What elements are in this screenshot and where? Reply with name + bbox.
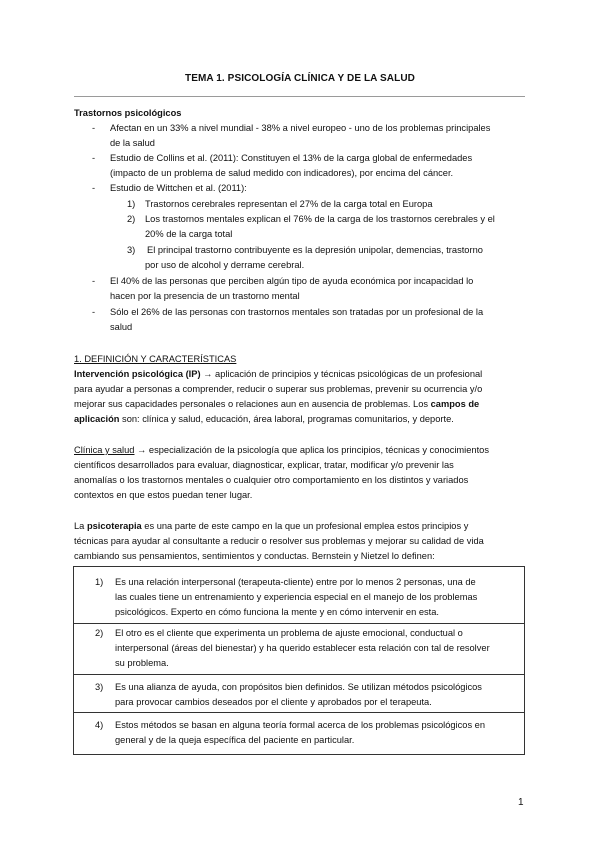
term-psicoterapia: psicoterapia <box>86 521 142 531</box>
definition-text: El otro es el cliente que experimenta un problema de ajuste emocional, conductual o <box>115 628 463 638</box>
definition-number: 4) <box>95 720 104 730</box>
paragraph-line <box>74 519 468 534</box>
definition-text: interpersonal (áreas del bienestar) y ha querido establecer esta relación con tal de resolver <box>115 643 490 653</box>
bullet-dash: - <box>92 123 96 133</box>
section-heading-definicion: 1. DEFINICIÓN Y CARACTERÍSTICAS <box>74 354 237 364</box>
paragraph-line <box>74 412 454 427</box>
bullet-dash: - <box>92 183 96 193</box>
paragraph-line: científicos desarrollados para evaluar, diagnosticar, explicar, tratar, modificar y/o prevenir las <box>74 460 454 470</box>
title-divider <box>74 96 525 97</box>
paragraph-line: técnicas para ayudar al consultante a reducir o resolver sus problemas y mejorar su calidad de vida <box>74 536 484 546</box>
paragraph-text: → aplicación de principios y técnicas psicológicas de un profesional <box>200 369 483 379</box>
paragraph-line: anomalías o los trastornos mentales o cualquier otro comportamiento en los distintos y variados <box>74 475 469 485</box>
paragraph-line: para ayudar a personas a comprender, reducir o superar sus problemas, prevenir su ocurrencia y/o <box>74 384 483 394</box>
definition-number: 1) <box>95 577 104 587</box>
bullet-dash: - <box>92 307 96 317</box>
bullet-text: (impacto de un problema de salud medido con indicadores), por encima del cáncer. <box>110 168 454 178</box>
bullet-text: hacen por la presencia de un trastorno mental <box>110 291 300 301</box>
paragraph-text: mejorar sus capacidades personales o relaciones aun en ausencia de problemas. Los <box>74 399 429 409</box>
sublist-number: 2) <box>127 214 136 224</box>
definition-text: Es una alianza de ayuda, con propósitos bien definidos. Se utilizan métodos psicológicos <box>115 682 482 692</box>
definitions-separator <box>73 712 525 713</box>
term-campos: campos de <box>428 399 480 409</box>
paragraph-line: contextos en que estos puedan tener lugar. <box>74 490 253 500</box>
definition-number: 2) <box>95 628 104 638</box>
paragraph-text: La <box>74 521 87 531</box>
definition-text: general y de la queja específica del paciente en particular. <box>115 735 355 745</box>
bullet-dash: - <box>92 276 96 286</box>
section-heading-trastornos: Trastornos psicológicos <box>74 108 182 118</box>
term-intervencion: Intervención psicológica (IP) <box>74 369 201 379</box>
paragraph-line <box>74 397 479 412</box>
definition-text: su problema. <box>115 658 169 668</box>
definition-number: 3) <box>95 682 104 692</box>
paragraph-text: es una parte de este campo en la que un profesional emplea estos principios y <box>141 521 469 531</box>
paragraph-text: son: clínica y salud, educación, área laboral, programas comunitarios, y deporte. <box>119 414 454 424</box>
bullet-text: salud <box>110 322 133 332</box>
definition-text: las cuales tiene un entrenamiento y experiencia especial en el manejo de los problemas <box>115 592 478 602</box>
sublist-text: 20% de la carga total <box>145 229 233 239</box>
bullet-text: El 40% de las personas que perciben algún tipo de ayuda económica por incapacidad lo <box>110 276 474 286</box>
bullet-text: de la salud <box>110 138 155 148</box>
sublist-text: Los trastornos mentales explican el 76% de la carga de los trastornos cerebrales y el <box>145 214 495 224</box>
definitions-separator <box>73 623 525 624</box>
sublist-text: Trastornos cerebrales representan el 27% de la carga total en Europa <box>145 199 433 209</box>
definition-text: Estos métodos se basan en alguna teoría formal acerca de los problemas psicológicos en <box>115 720 486 730</box>
definition-text: para provocar cambios deseados por el cliente y aprobados por el terapeuta. <box>115 697 432 707</box>
bullet-text: Afectan en un 33% a nivel mundial - 38% a nivel europeo - uno de los problemas principales <box>110 123 491 133</box>
paragraph-line <box>74 367 482 382</box>
term-clinica-salud: Clínica y salud <box>74 445 135 455</box>
definition-text: Es una relación interpersonal (terapeuta-cliente) entre por lo menos 2 personas, una de <box>115 577 476 587</box>
sublist-number: 1) <box>127 199 136 209</box>
definition-text: psicológicos. Experto en cómo funciona la mente y en cómo intervenir en esta. <box>115 607 440 617</box>
sublist-number: 3) <box>127 245 136 255</box>
paragraph-line <box>74 443 489 458</box>
definitions-separator <box>73 674 525 675</box>
bullet-text: Estudio de Wittchen et al. (2011): <box>110 183 247 193</box>
page-title: TEMA 1. PSICOLOGÍA CLÍNICA Y DE LA SALUD <box>185 73 415 84</box>
paragraph-line: cambiando sus pensamientos, sentimientos y conductas. Bernstein y Nietzel lo definen: <box>74 551 435 561</box>
paragraph-text: → especialización de la psicología que aplica los principios, técnicas y conocimientos <box>134 445 489 455</box>
term-aplicacion: aplicación <box>74 414 120 424</box>
sublist-text: por uso de alcohol y derrame cerebral. <box>145 260 305 270</box>
sublist-text: El principal trastorno contribuyente es la depresión unipolar, demencias, trastorno <box>147 245 483 255</box>
bullet-text: Sólo el 26% de las personas con trastornos mentales son tratadas por un profesional de la <box>110 307 484 317</box>
bullet-text: Estudio de Collins et al. (2011): Constituyen el 13% de la carga global de enfermedades <box>110 153 473 163</box>
bullet-dash: - <box>92 153 96 163</box>
page-number: 1 <box>518 797 524 808</box>
